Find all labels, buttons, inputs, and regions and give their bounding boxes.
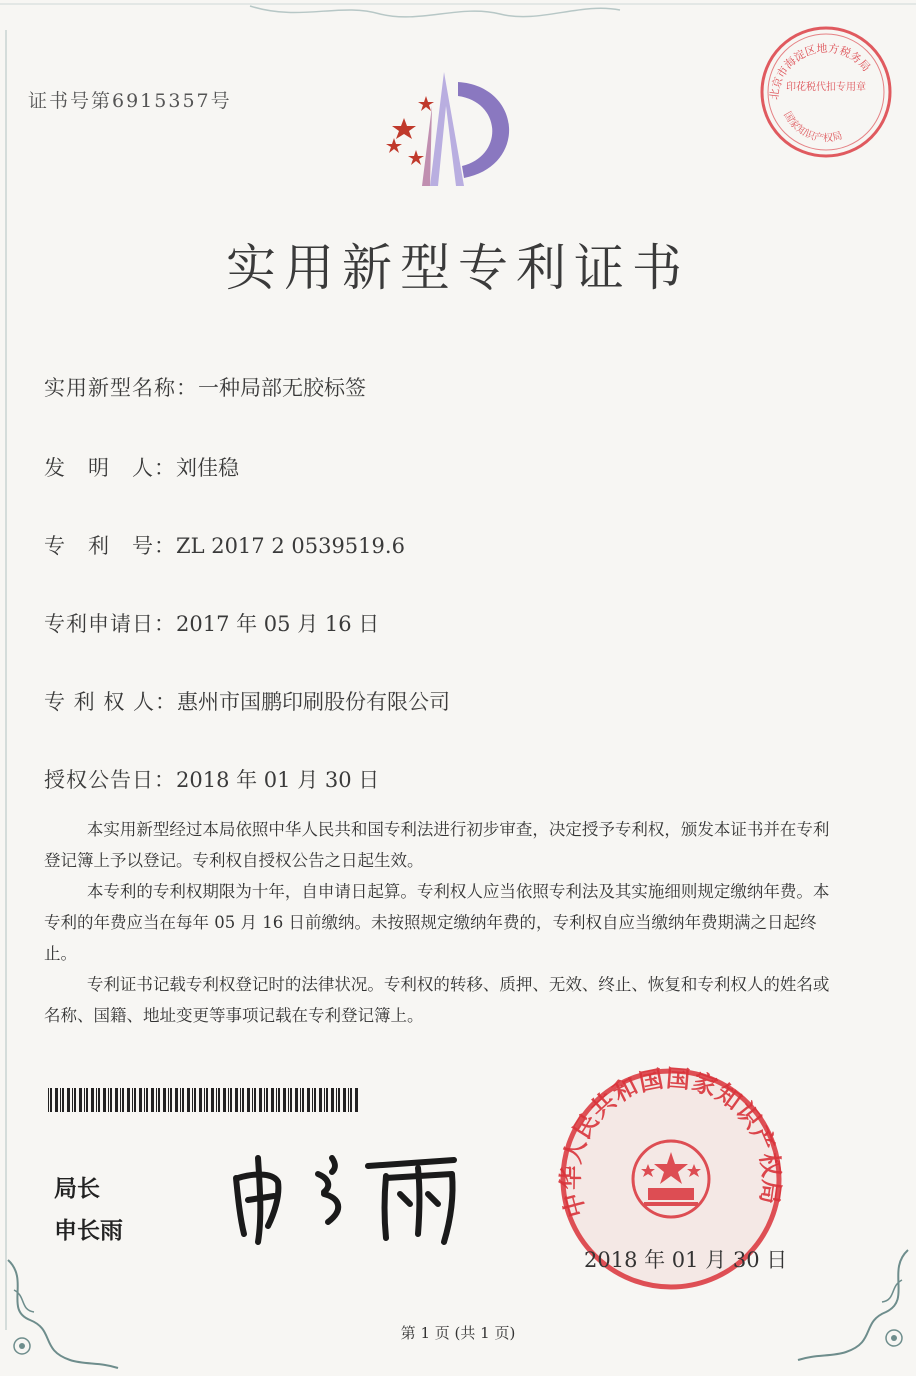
field-patent-holder [44,686,450,716]
inventor-value: 刘佳稳 [176,456,239,480]
page-number: 第 1 页 (共 1 页) [400,1324,516,1342]
certificate-body-text [44,814,844,1031]
field-patent-number [44,530,405,560]
body-paragraph-1: 本实用新型经过本局依照中华人民共和国专利法进行初步审查，决定授予专利权，颁发本证书并在专利登记簿上予以登记。专利权自授权公告之日起生效。 [44,820,830,870]
tax-seal-bottom-text: 国家知识产权局 [781,110,844,145]
seal-date: 2018 年 01 月 30 日 [584,1248,788,1272]
svg-text:国家知识产权局 [781,110,844,145]
body-paragraph-3: 专利证书记载专利权登记时的法律状况。专利权的转移、质押、无效、终止、恢复和专利权人的姓名或名称、国籍、地址变更等事项记载在专利登记簿上。 [44,975,830,1025]
grant-date-value: 2018 年 01 月 30 日 [176,768,380,792]
field-grant-date [44,764,379,794]
field-filing-date [44,608,379,638]
certificate-number: 证书号第6915357号 [28,90,232,112]
filing-date-value: 2017 年 05 月 16 日 [176,612,380,636]
name-label: 实用新型名称： [44,376,198,400]
bottom-right-corner-ornament [796,1240,916,1376]
official-seal-text: 中华人民共和国国家知识产权局 [556,1064,786,1221]
tax-stamp-seal [756,22,896,162]
patent-office-logo-icon [372,66,542,196]
tax-seal-text: 北京市海淀区地方税务局 [767,41,873,101]
grant-date-label: 授权公告日： [44,768,176,792]
patent-holder-value: 惠州市国鹏印刷股份有限公司 [177,690,451,714]
director-signature [228,1138,468,1248]
certificate-title: 实用新型专利证书 [226,239,690,297]
left-border-ornament [0,0,30,1376]
patent-holder-label: 专 利 权 人： [44,690,178,714]
barcode [48,1088,360,1112]
patent-number-label: 专 利 号： [44,534,176,558]
tax-seal-inner-text: 印花税代扣专用章 [786,82,866,93]
bottom-left-corner-ornament [0,1250,120,1376]
director-title: 局长 [54,1176,100,1202]
field-inventor [44,452,239,482]
inventor-label: 发 明 人： [44,456,176,480]
filing-date-label: 专利申请日： [44,612,176,636]
patent-number-value: ZL 2017 2 0539519.6 [176,534,405,558]
director-name: 申长雨 [54,1218,123,1244]
name-value: 一种局部无胶标签 [198,376,366,400]
field-utility-model-name [44,372,366,402]
body-paragraph-2: 本专利的专利权期限为十年，自申请日起算。专利权人应当依照专利法及其实施细则规定缴纳年费。本专利的年费应当在每年 05 月 16 日前缴纳。未按照规定缴纳年费的，专利权自应当缴纳年费期满之日起终止。 [44,882,830,963]
